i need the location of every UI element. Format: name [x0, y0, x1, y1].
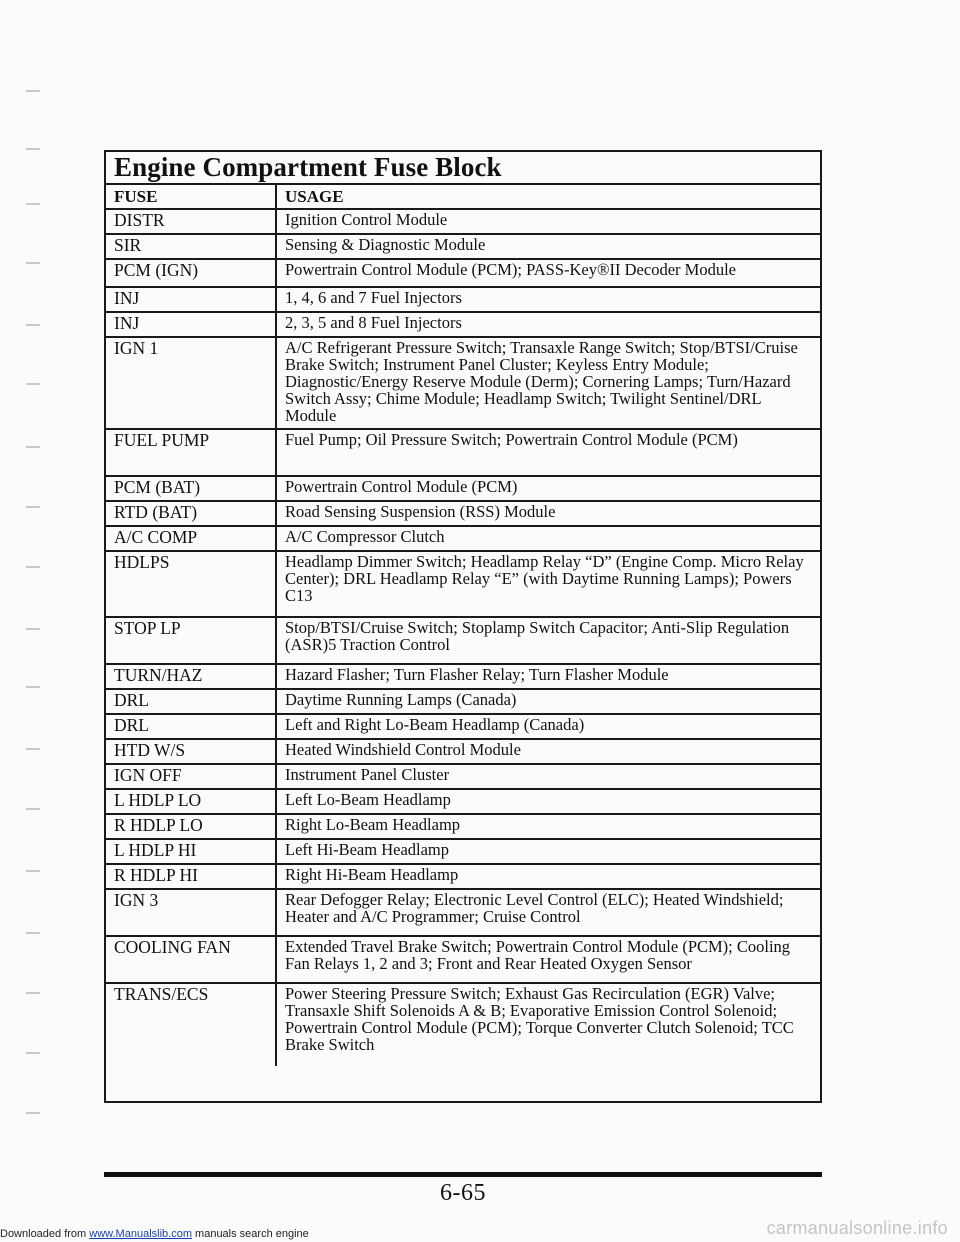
table-row — [106, 983, 820, 1066]
table-row — [106, 617, 820, 664]
fuse-name: A/C COMP — [106, 526, 276, 551]
table-row — [106, 889, 820, 936]
table-row — [106, 814, 820, 839]
fuse-name: HDLPS — [106, 551, 276, 617]
fuse-table — [106, 185, 820, 1066]
fuse-usage: Sensing & Diagnostic Module — [276, 234, 820, 259]
fuse-usage: 1, 4, 6 and 7 Fuel Injectors — [276, 287, 820, 312]
table-row — [106, 526, 820, 551]
table-row — [106, 664, 820, 689]
fuse-name: R HDLP HI — [106, 864, 276, 889]
fuse-usage: Powertrain Control Module (PCM); PASS-Key®II Decoder Module — [276, 259, 820, 287]
fuse-name: SIR — [106, 234, 276, 259]
column-header-usage: USAGE — [276, 185, 820, 209]
fuse-name: COOLING FAN — [106, 936, 276, 983]
fuse-name: IGN 3 — [106, 889, 276, 936]
fuse-usage: Heated Windshield Control Module — [276, 739, 820, 764]
table-row — [106, 789, 820, 814]
fuse-usage: Fuel Pump; Oil Pressure Switch; Powertrain Control Module (PCM) — [276, 429, 820, 476]
fuse-block-panel — [104, 150, 822, 1103]
fuse-usage: 2, 3, 5 and 8 Fuel Injectors — [276, 312, 820, 337]
page-number: 6-65 — [440, 1180, 486, 1206]
fuse-name: PCM (IGN) — [106, 259, 276, 287]
download-note-suffix: manuals search engine — [191, 1228, 309, 1240]
fuse-name: IGN 1 — [106, 337, 276, 429]
fuse-usage: Headlamp Dimmer Switch; Headlamp Relay “D” (Engine Comp. Micro Relay Center); DRL Headlamp Relay “E” (with Daytime Running Lamps); Powers C13 — [276, 551, 820, 617]
fuse-name: FUEL PUMP — [106, 429, 276, 476]
fuse-usage: Right Hi-Beam Headlamp — [276, 864, 820, 889]
fuse-usage: Left Hi-Beam Headlamp — [276, 839, 820, 864]
fuse-usage: Stop/BTSI/Cruise Switch; Stoplamp Switch Capacitor; Anti-Slip Regulation (ASR)5 Traction Control — [276, 617, 820, 664]
fuse-usage: Ignition Control Module — [276, 209, 820, 234]
fuse-name: L HDLP HI — [106, 839, 276, 864]
fuse-usage: Rear Defogger Relay; Electronic Level Control (ELC); Heated Windshield; Heater and A/C Programmer; Cruise Control — [276, 889, 820, 936]
table-row — [106, 936, 820, 983]
fuse-usage: A/C Refrigerant Pressure Switch; Transaxle Range Switch; Stop/BTSI/Cruise Brake Switch; Instrument Panel Cluster; Keyless Entry Module; Diagnostic/Energy Reserve Module (Derm); Cornering Lamps; Turn/Hazard Switch Assy; Chime Module; Headlamp Switch; Twilight Sentinel/DRL Module — [276, 337, 820, 429]
download-note — [0, 1228, 309, 1240]
footer-rule — [104, 1172, 822, 1177]
table-header-row — [106, 185, 820, 209]
table-row — [106, 429, 820, 476]
fuse-usage: Power Steering Pressure Switch; Exhaust Gas Recirculation (EGR) Valve; Transaxle Shift Solenoids A & B; Evaporative Emission Control Solenoid; Powertrain Control Module (PCM); Torque Converter Clutch Solenoid; TCC Brake Switch — [285, 984, 794, 1054]
manualslib-link[interactable]: www.Manualslib.com — [89, 1228, 192, 1240]
fuse-usage: Daytime Running Lamps (Canada) — [276, 689, 820, 714]
table-row — [106, 209, 820, 234]
fuse-name: INJ — [106, 287, 276, 312]
table-row — [106, 839, 820, 864]
fuse-usage: Right Lo-Beam Headlamp — [276, 814, 820, 839]
fuse-usage: A/C Compressor Clutch — [276, 526, 820, 551]
table-row — [106, 337, 820, 429]
fuse-usage: Powertrain Control Module (PCM) — [276, 476, 820, 501]
table-row — [106, 764, 820, 789]
watermark: carmanualsonline.info — [766, 1218, 948, 1238]
column-header-fuse: FUSE — [106, 185, 276, 209]
fuse-name: TRANS/ECS — [106, 983, 276, 1066]
margin-tick-marks — [26, 0, 46, 1242]
fuse-name: DISTR — [106, 209, 276, 234]
table-row — [106, 739, 820, 764]
table-row — [106, 312, 820, 337]
fuse-name: DRL — [106, 689, 276, 714]
table-row — [106, 287, 820, 312]
table-row — [106, 501, 820, 526]
fuse-usage: Instrument Panel Cluster — [276, 764, 820, 789]
fuse-rows — [106, 209, 820, 1066]
fuse-usage: Road Sensing Suspension (RSS) Module — [276, 501, 820, 526]
table-row — [106, 689, 820, 714]
block-title: Engine Compartment Fuse Block — [106, 152, 820, 185]
fuse-usage: Extended Travel Brake Switch; Powertrain Control Module (PCM); Cooling Fan Relays 1, 2 and 3; Front and Rear Heated Oxygen Sensor — [276, 936, 820, 983]
fuse-name: PCM (BAT) — [106, 476, 276, 501]
fuse-name: RTD (BAT) — [106, 501, 276, 526]
fuse-usage: Left Lo-Beam Headlamp — [276, 789, 820, 814]
fuse-usage: Hazard Flasher; Turn Flasher Relay; Turn Flasher Module — [276, 664, 820, 689]
fuse-name: TURN/HAZ — [106, 664, 276, 689]
fuse-name: INJ — [106, 312, 276, 337]
table-row — [106, 259, 820, 287]
fuse-name: R HDLP LO — [106, 814, 276, 839]
fuse-name: STOP LP — [106, 617, 276, 664]
fuse-name: L HDLP LO — [106, 789, 276, 814]
table-row — [106, 476, 820, 501]
download-note-prefix: Downloaded from — [0, 1228, 90, 1240]
fuse-name: DRL — [106, 714, 276, 739]
table-row — [106, 864, 820, 889]
table-row — [106, 714, 820, 739]
fuse-name: HTD W/S — [106, 739, 276, 764]
fuse-name: IGN OFF — [106, 764, 276, 789]
table-row — [106, 551, 820, 617]
table-row — [106, 234, 820, 259]
fuse-usage: Left and Right Lo-Beam Headlamp (Canada) — [276, 714, 820, 739]
